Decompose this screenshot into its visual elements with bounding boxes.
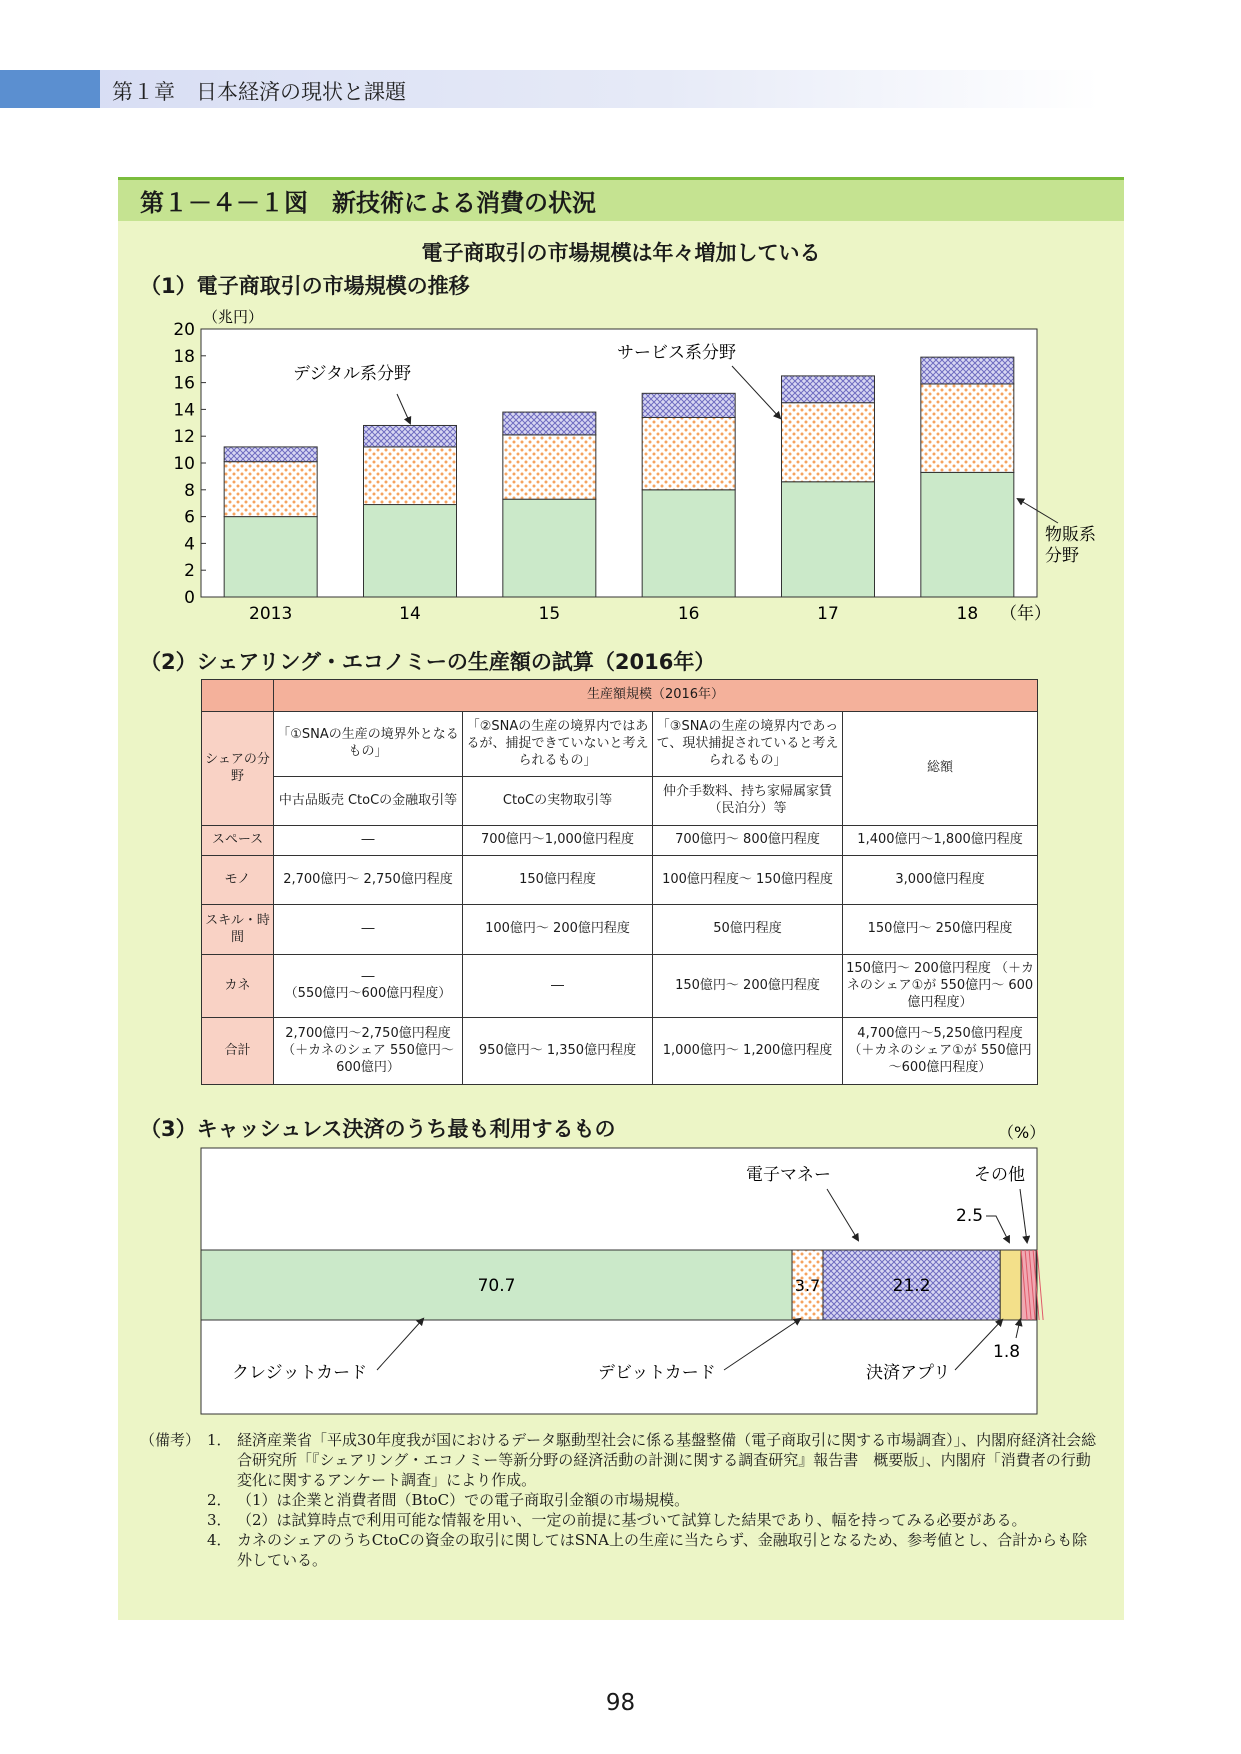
value-other: 2.5 [956, 1206, 984, 1226]
bar-services [364, 447, 457, 505]
bar-goods [503, 499, 596, 597]
percent-unit: （%） [998, 1123, 1046, 1142]
col2-subheader: CtoCの実物取引等 [463, 777, 653, 826]
cell: 1,400億円～1,800億円程度 [843, 825, 1038, 855]
value-credit: 70.7 [477, 1276, 516, 1296]
notes-label: （備考） [140, 1431, 201, 1449]
sharing-economy-table [201, 679, 1038, 1085]
y-tick-label: 6 [184, 507, 195, 528]
bar-services [782, 403, 875, 482]
y-tick-label: 8 [184, 480, 195, 501]
section1-title: （1）電子商取引の市場規模の推移 [140, 274, 470, 298]
x-tick-label: 15 [538, 604, 561, 624]
table-row [202, 1018, 1038, 1085]
cell [274, 955, 463, 1018]
cell: 950億円～ 1,350億円程度 [463, 1018, 653, 1085]
cell: 100億円程度～ 150億円程度 [653, 856, 843, 905]
label-emoney: 電子マネー [746, 1165, 831, 1185]
cell: 1,000億円～ 1,200億円程度 [653, 1018, 843, 1085]
cell: 100億円～ 200億円程度 [463, 904, 653, 955]
note-text: カネのシェアのうちCtoCの資金の取引に関してはSNA上の生産に当たらず、金融取引となるため、参考値とし、合計からも除外している。 [237, 1531, 1088, 1569]
y-tick-label: 14 [173, 400, 195, 421]
figure-title: 第１－４－１図 新技術による消費の状況 [140, 189, 596, 217]
note-item [140, 1510, 1100, 1530]
col1-subheader: 中古品販売 CtoCの金融取引等 [274, 777, 463, 826]
cell: 150億円程度 [463, 856, 653, 905]
x-tick-label: 17 [817, 604, 839, 624]
x-unit-label: （年） [1000, 604, 1051, 624]
section3-title: （3）キャッシュレス決済のうち最も利用するもの [140, 1117, 616, 1141]
bar-digital [642, 393, 735, 417]
bar-digital [921, 357, 1014, 384]
y-tick-label: 4 [184, 534, 195, 555]
row-name: モノ [202, 856, 274, 905]
note-number: 3． [207, 1511, 232, 1529]
bar-services [921, 384, 1014, 472]
note-item [140, 1490, 1100, 1510]
table-row [202, 904, 1038, 955]
label-digital: デジタル系分野 [293, 364, 411, 384]
bar-goods [782, 482, 875, 597]
bar-digital [782, 376, 875, 403]
label-debit: デビットカード [598, 1363, 716, 1383]
col3-subheader: 仲介手数料、持ち家帰属家賃（民泊分）等 [653, 777, 843, 826]
y-tick-label: 0 [184, 588, 195, 608]
note-text: （1）は企業と消費者間（BtoC）での電子商取引金額の市場規模。 [237, 1491, 690, 1509]
y-tick-label: 10 [173, 454, 195, 474]
y-tick-label: 18 [173, 346, 195, 367]
bar-goods [364, 505, 457, 597]
cell: ― [274, 904, 463, 955]
col2-header: 「②SNAの生産の境界内ではあるが、捕捉できていないと考えられるもの」 [463, 712, 653, 777]
cell: 4,700億円～5,250億円程度 （＋カネのシェア①が 550億円～600億円程度） [843, 1018, 1038, 1085]
section2-title: （2）シェアリング・エコノミーの生産額の試算（2016年） [140, 650, 716, 674]
note-item [140, 1430, 1100, 1490]
cell: 700億円～ 800億円程度 [653, 825, 843, 855]
table-row [202, 955, 1038, 1018]
table-row [202, 856, 1038, 905]
label-other: その他 [974, 1165, 1025, 1185]
figure-headline: 電子商取引の市場規模は年々増加している [421, 241, 821, 265]
col4-header: 総額 [843, 712, 1038, 825]
col3-header: 「③SNAの生産の境界内であって、現状捕捉されていると考えられるもの」 [653, 712, 843, 777]
x-tick-label: 16 [677, 604, 700, 624]
bar-goods [921, 472, 1014, 597]
bar-digital [364, 425, 457, 446]
table-top-header: 生産額規模（2016年） [274, 680, 1038, 712]
col1-header: 「①SNAの生産の境界外となるもの」 [274, 712, 463, 777]
x-tick-label: 14 [399, 604, 421, 624]
note-text: 経済産業省「平成30年度我が国におけるデータ駆動型社会に係る基盤整備（電子商取引に関する市場調査）」、内閣府経済社会総合研究所「『シェアリング・エコノミー等新分野の経済活動の計測に関する調査研究』報告書 概要版」、内閣府「消費者の行動変化に関するアンケート調査」により作成。 [237, 1431, 1097, 1489]
cell: ― [463, 955, 653, 1018]
bar-services [503, 435, 596, 499]
note-number: 1． [207, 1431, 232, 1449]
y-tick-label: 20 [173, 320, 195, 340]
cell: 700億円～1,000億円程度 [463, 825, 653, 855]
cell: 150億円～ 250億円程度 [843, 904, 1038, 955]
bar-app [1000, 1250, 1021, 1320]
label-services: サービス系分野 [617, 343, 736, 363]
value-app: 1.8 [993, 1342, 1021, 1362]
note-number: 4． [207, 1531, 232, 1549]
cell: 150億円～ 200億円程度 （＋カネのシェア①が 550億円～ 600億円程度） [843, 955, 1038, 1018]
note-text: （2）は試算時点で利用可能な情報を用い、一定の前提に基づいて試算した結果であり、幅を持ってみる必要がある。 [237, 1511, 1027, 1529]
row-name: スペース [202, 825, 274, 855]
table-row [202, 825, 1038, 855]
label-goods-2: 分野 [1045, 546, 1079, 566]
page-number: 98 [605, 1690, 636, 1716]
y-tick-label: 16 [173, 373, 195, 394]
note-number: 2． [207, 1491, 232, 1509]
x-tick-label: 2013 [249, 604, 293, 624]
cell-dash: ― [361, 969, 375, 985]
cell: 2,700億円～ 2,750億円程度 [274, 856, 463, 905]
value-debit: 3.7 [794, 1276, 821, 1295]
y-tick-label: 2 [184, 561, 195, 582]
y-tick-label: 12 [173, 427, 195, 448]
bar-digital [224, 447, 317, 462]
cell: 50億円程度 [653, 904, 843, 955]
label-credit: クレジットカード [232, 1363, 368, 1383]
note-item [140, 1530, 1100, 1570]
x-tick-label: 18 [956, 604, 979, 624]
cell: 3,000億円程度 [843, 856, 1038, 905]
row-name: 合計 [202, 1018, 274, 1085]
bar-digital [503, 412, 596, 435]
bar-goods [224, 517, 317, 597]
row-header-label: シェアの分野 [202, 712, 274, 825]
y-unit-label: （兆円） [203, 308, 264, 326]
cashless-chart [0, 1100, 1241, 1430]
notes [140, 1430, 1100, 1570]
cell: 150億円～ 200億円程度 [653, 955, 843, 1018]
cell: ― [274, 825, 463, 855]
row-name: カネ [202, 955, 274, 1018]
value-emoney: 21.2 [892, 1276, 931, 1296]
label-goods-1: 物販系 [1045, 525, 1096, 545]
table-corner [202, 680, 274, 712]
label-app: 決済アプリ [866, 1363, 951, 1383]
bar-goods [642, 490, 735, 597]
ec-market-chart [0, 0, 1241, 640]
bar-services [642, 417, 735, 489]
cell: 2,700億円～2,750億円程度 （＋カネのシェア 550億円～600億円） [274, 1018, 463, 1085]
row-name: スキル・時間 [202, 904, 274, 955]
cell-note: （550億円～600億円程度） [284, 986, 452, 1002]
chapter-title: 第１章 日本経済の現状と課題 [112, 80, 406, 104]
bar-services [224, 462, 317, 517]
